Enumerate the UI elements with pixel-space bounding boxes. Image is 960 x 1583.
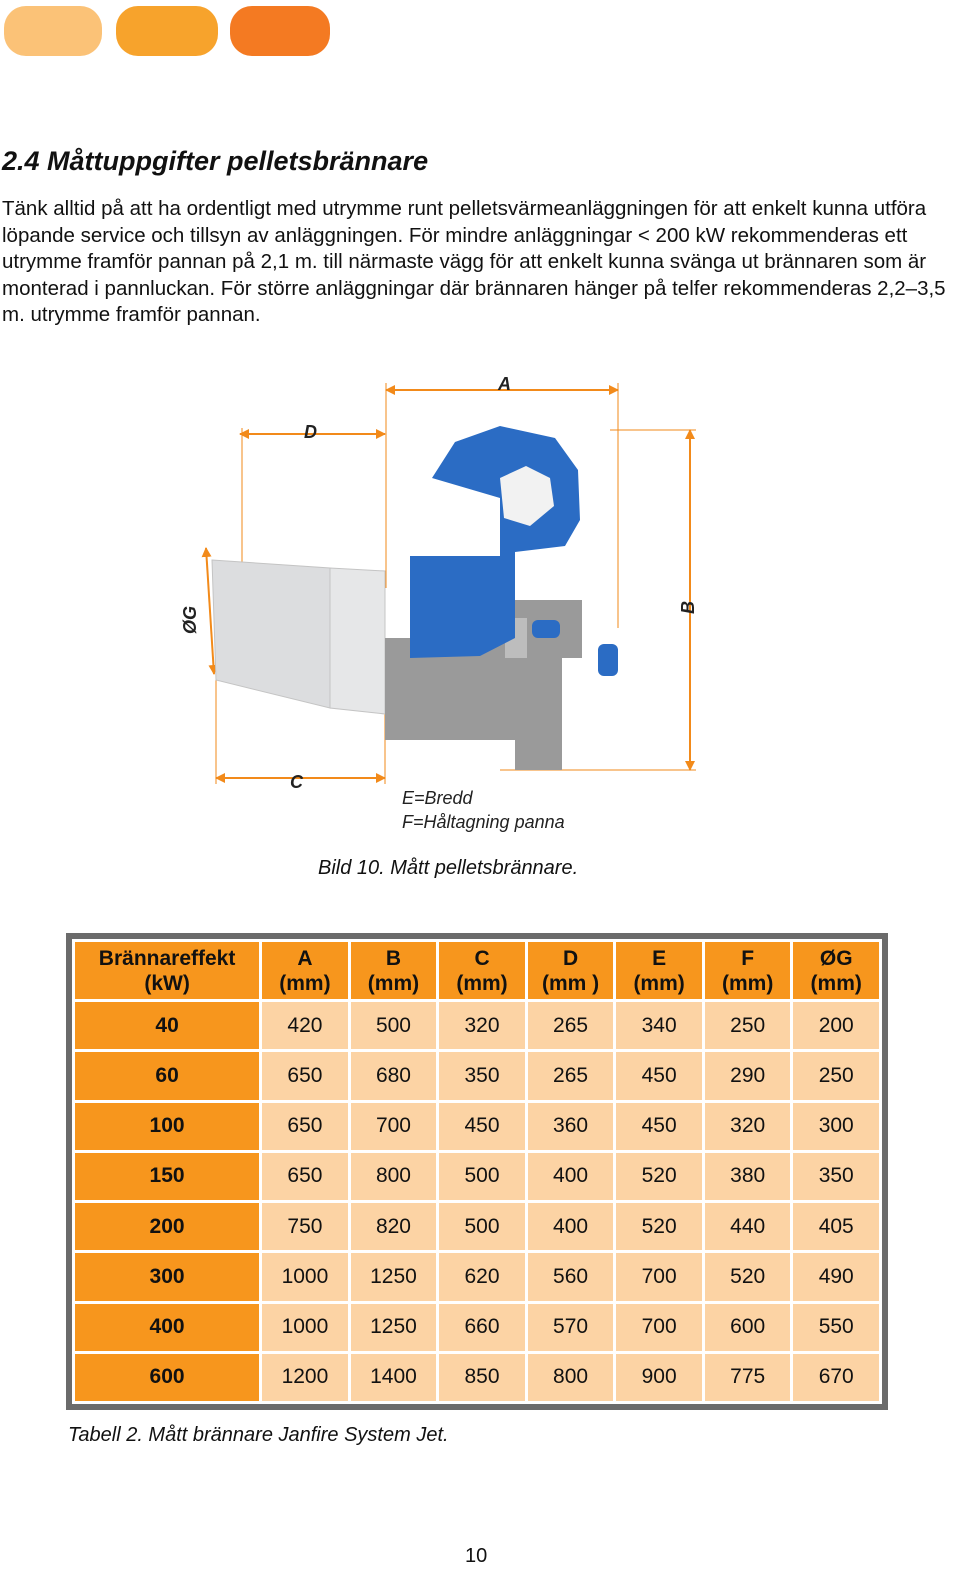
cell-e: 450 bbox=[615, 1051, 704, 1101]
cell-a: 650 bbox=[261, 1151, 350, 1201]
header-f: F (mm) bbox=[703, 941, 792, 1001]
cell-c: 500 bbox=[438, 1151, 527, 1201]
cell-f: 775 bbox=[703, 1352, 792, 1402]
table-row bbox=[74, 1001, 881, 1051]
cell-g: 550 bbox=[792, 1302, 881, 1352]
header-tabs bbox=[4, 6, 344, 58]
header-tab-dark bbox=[230, 6, 330, 56]
cell-d: 360 bbox=[526, 1101, 615, 1151]
figure-caption: Bild 10. Mått pelletsbrännare. bbox=[318, 857, 579, 879]
legend-e: E=Bredd bbox=[402, 788, 473, 808]
cell-e: 700 bbox=[615, 1252, 704, 1302]
cell-power: 60 bbox=[74, 1051, 261, 1101]
cell-power: 100 bbox=[74, 1101, 261, 1151]
cell-b: 680 bbox=[349, 1051, 438, 1101]
cell-power: 300 bbox=[74, 1252, 261, 1302]
cell-e: 340 bbox=[615, 1001, 704, 1051]
cell-c: 660 bbox=[438, 1302, 527, 1352]
cell-b: 1250 bbox=[349, 1252, 438, 1302]
cell-d: 265 bbox=[526, 1051, 615, 1101]
header-d: D (mm ) bbox=[526, 941, 615, 1001]
cell-power: 400 bbox=[74, 1302, 261, 1352]
header-tab-light bbox=[4, 6, 102, 56]
cell-e: 900 bbox=[615, 1352, 704, 1402]
cell-d: 560 bbox=[526, 1252, 615, 1302]
cell-g: 670 bbox=[792, 1352, 881, 1402]
cell-f: 380 bbox=[703, 1151, 792, 1201]
cell-e: 520 bbox=[615, 1151, 704, 1201]
label-d: D bbox=[304, 422, 317, 442]
table-row bbox=[74, 1202, 881, 1252]
cell-b: 1250 bbox=[349, 1302, 438, 1352]
cell-g: 350 bbox=[792, 1151, 881, 1201]
cell-f: 290 bbox=[703, 1051, 792, 1101]
cell-f: 520 bbox=[703, 1252, 792, 1302]
burner-dimension-figure bbox=[170, 338, 736, 838]
cell-c: 450 bbox=[438, 1101, 527, 1151]
cell-f: 600 bbox=[703, 1302, 792, 1352]
cell-c: 620 bbox=[438, 1252, 527, 1302]
page-number: 10 bbox=[465, 1545, 488, 1567]
cell-power: 600 bbox=[74, 1352, 261, 1402]
cell-a: 1000 bbox=[261, 1252, 350, 1302]
burner-tube-rear bbox=[330, 568, 385, 714]
cell-b: 500 bbox=[349, 1001, 438, 1051]
cell-a: 650 bbox=[261, 1101, 350, 1151]
header-b: B (mm) bbox=[349, 941, 438, 1001]
cell-g: 250 bbox=[792, 1051, 881, 1101]
dimensions-table bbox=[72, 939, 882, 1404]
header-tab-medium bbox=[116, 6, 218, 56]
cell-f: 440 bbox=[703, 1202, 792, 1252]
cell-a: 1000 bbox=[261, 1302, 350, 1352]
cell-b: 820 bbox=[349, 1202, 438, 1252]
cell-g: 490 bbox=[792, 1252, 881, 1302]
intro-paragraph: Tänk alltid på att ha ordentligt med utrymme runt pelletsvärmeanläggningen för att enkelt kunna utföra löpande service och tillsyn av anläggningen. För mindre anläggningar < 200 kW rekommenderas ett utrymme framför pannan på 2,1 m. till närmaste vägg för att enkelt kunna svänga ut brännaren som är monterad i pannluckan. För större anläggningar där brännaren hänger på telfer rekommenderas 2,2–3,5 m. utrymme framför pannan. bbox=[2, 197, 946, 326]
cell-e: 700 bbox=[615, 1302, 704, 1352]
cell-b: 700 bbox=[349, 1101, 438, 1151]
cell-a: 1200 bbox=[261, 1352, 350, 1402]
burner-knob-2 bbox=[598, 644, 618, 676]
cell-b: 800 bbox=[349, 1151, 438, 1201]
table-caption: Tabell 2. Mått brännare Janfire System Jet. bbox=[68, 1424, 449, 1446]
header-e: E (mm) bbox=[615, 941, 704, 1001]
cell-d: 400 bbox=[526, 1202, 615, 1252]
table-row bbox=[74, 1151, 881, 1201]
label-b: B bbox=[678, 601, 698, 614]
cell-e: 520 bbox=[615, 1202, 704, 1252]
cell-c: 320 bbox=[438, 1001, 527, 1051]
burner-diagram bbox=[170, 338, 736, 838]
cell-d: 265 bbox=[526, 1001, 615, 1051]
cell-a: 750 bbox=[261, 1202, 350, 1252]
cell-a: 650 bbox=[261, 1051, 350, 1101]
cell-power: 150 bbox=[74, 1151, 261, 1201]
cell-a: 420 bbox=[261, 1001, 350, 1051]
table-row bbox=[74, 1352, 881, 1402]
section-title: 2.4 Måttuppgifter pelletsbrännare bbox=[2, 146, 429, 176]
burner-knob-1 bbox=[532, 620, 560, 638]
cell-g: 300 bbox=[792, 1101, 881, 1151]
cell-c: 850 bbox=[438, 1352, 527, 1402]
cell-d: 570 bbox=[526, 1302, 615, 1352]
cell-g: 405 bbox=[792, 1202, 881, 1252]
cell-c: 350 bbox=[438, 1051, 527, 1101]
header-power: Brännareffekt (kW) bbox=[74, 941, 261, 1001]
cell-d: 800 bbox=[526, 1352, 615, 1402]
cell-c: 500 bbox=[438, 1202, 527, 1252]
label-g: ØG bbox=[180, 605, 200, 634]
cell-f: 320 bbox=[703, 1101, 792, 1151]
cell-d: 400 bbox=[526, 1151, 615, 1201]
table-row bbox=[74, 1252, 881, 1302]
cell-g: 200 bbox=[792, 1001, 881, 1051]
header-g: ØG (mm) bbox=[792, 941, 881, 1001]
header-c: C (mm) bbox=[438, 941, 527, 1001]
cell-b: 1400 bbox=[349, 1352, 438, 1402]
cell-power: 200 bbox=[74, 1202, 261, 1252]
dimensions-table-frame bbox=[66, 933, 888, 1410]
cell-power: 40 bbox=[74, 1001, 261, 1051]
header-a: A (mm) bbox=[261, 941, 350, 1001]
table-row bbox=[74, 1302, 881, 1352]
label-a: A bbox=[498, 374, 511, 394]
cell-e: 450 bbox=[615, 1101, 704, 1151]
table-row bbox=[74, 1051, 881, 1101]
cell-f: 250 bbox=[703, 1001, 792, 1051]
table-row bbox=[74, 1101, 881, 1151]
label-c: C bbox=[290, 772, 303, 792]
legend-f: F=Håltagning panna bbox=[402, 812, 565, 832]
table-header-row bbox=[74, 941, 881, 1001]
